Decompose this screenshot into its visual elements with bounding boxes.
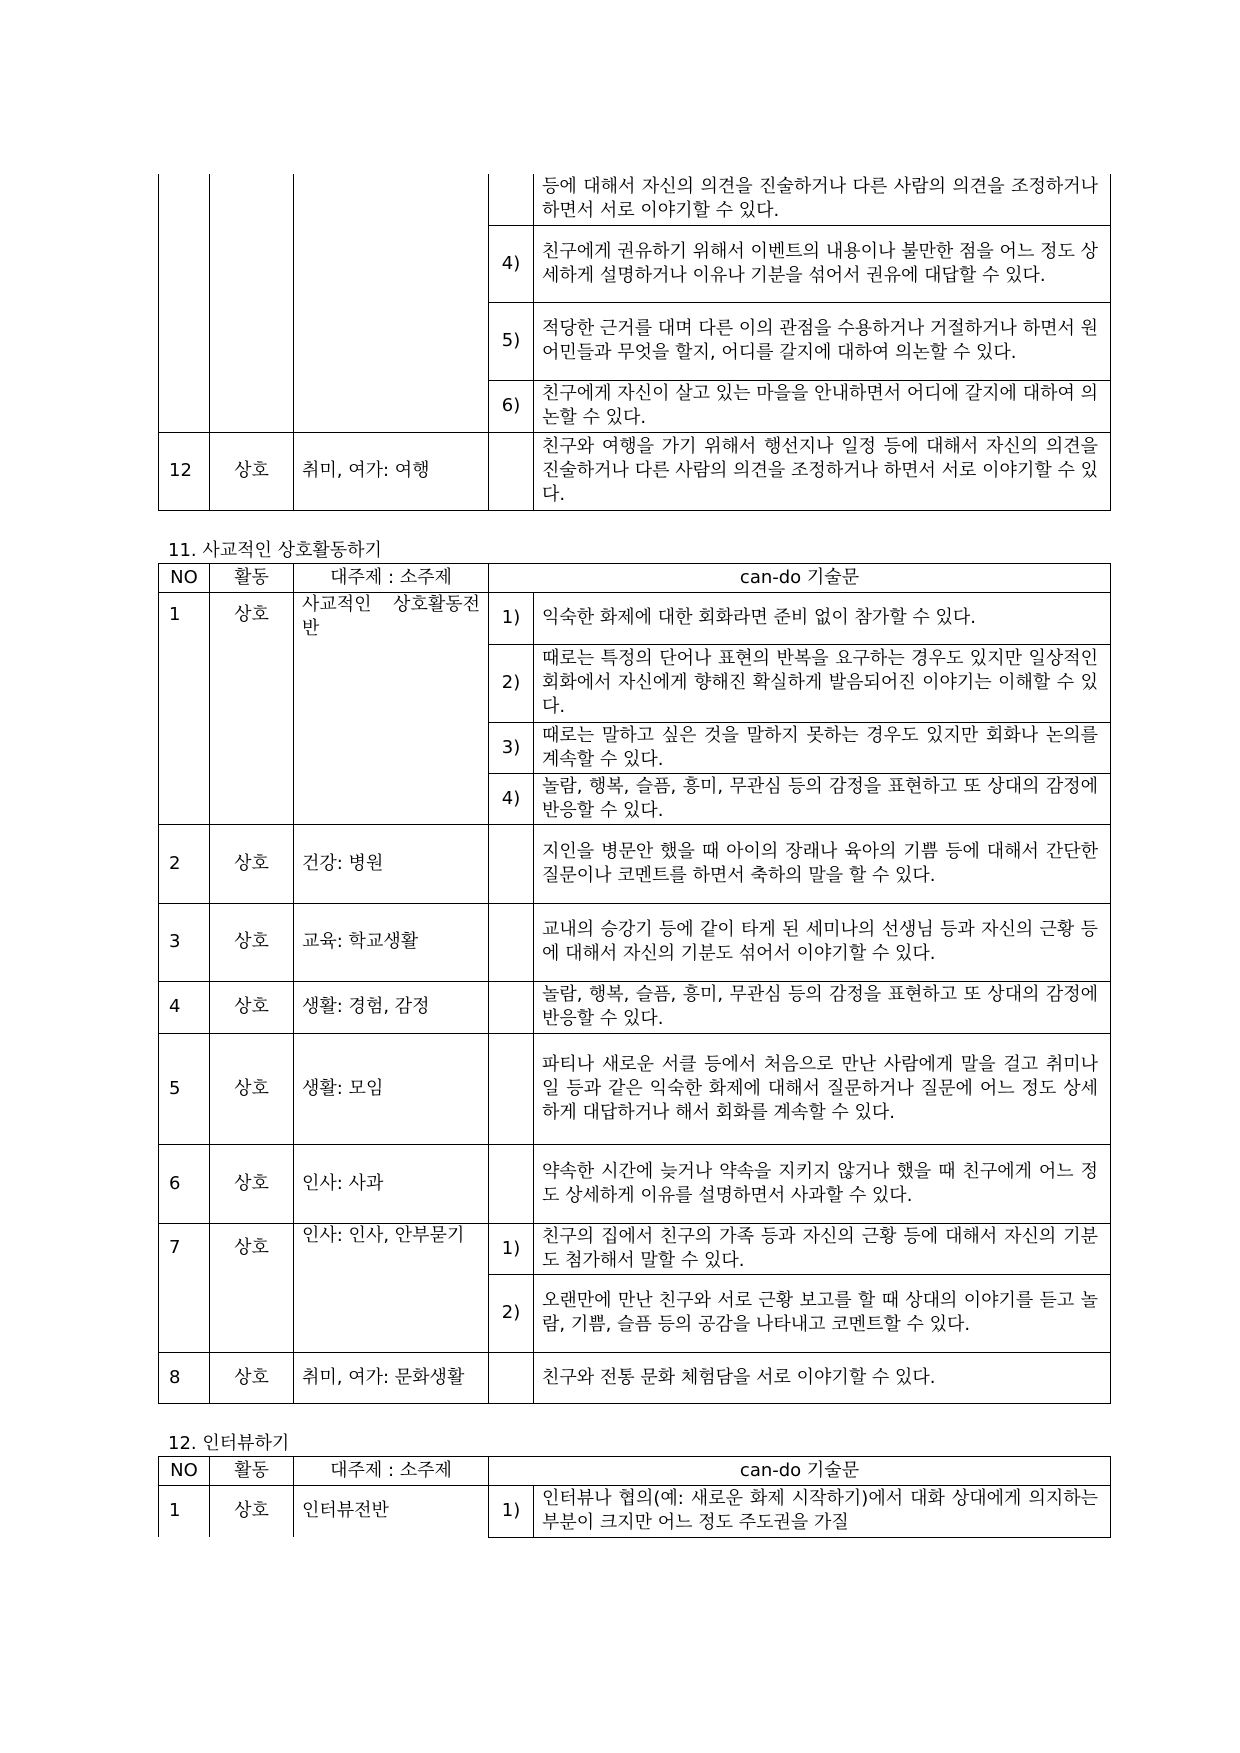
no-cell: 8 [159, 1352, 210, 1403]
item-number: 1) [489, 592, 534, 644]
item-number [489, 1144, 534, 1223]
item-number: 2) [489, 1274, 534, 1352]
item-number [489, 174, 534, 225]
activity-cell: 상호 [210, 1223, 294, 1352]
activity-cell: 상호 [210, 1485, 294, 1537]
table-section10-continued [158, 174, 1111, 511]
no-cell: 12 [159, 432, 210, 510]
cando-text: 오랜만에 만난 친구와 서로 근황 보고를 할 때 상대의 이야기를 듣고 놀람, 기쁨, 슬픔 등의 공감을 나타내고 코멘트할 수 있다. [534, 1274, 1111, 1352]
item-number [489, 432, 534, 510]
table-row [159, 592, 1111, 644]
cando-text: 파티나 새로운 서클 등에서 처음으로 만난 사람에게 말을 걸고 취미나 일 등과 같은 익숙한 화제에 대해서 질문하거나 질문에 어느 정도 상세하게 대답하거나 해서 회화를 계속할 수 있다. [534, 1033, 1111, 1144]
theme-cell: 건강: 병원 [294, 824, 489, 903]
table-row [159, 903, 1111, 981]
document-page [158, 174, 1110, 1538]
item-number: 6) [489, 380, 534, 432]
cando-text: 친구의 집에서 친구의 가족 등과 자신의 근황 등에 대해서 자신의 기분도 첨가해서 말할 수 있다. [534, 1223, 1111, 1274]
cando-text: 친구와 여행을 가기 위해서 행선지나 일정 등에 대해서 자신의 의견을 진술하거나 다른 사람의 의견을 조정하거나 하면서 서로 이야기할 수 있다. [534, 432, 1111, 510]
header-cando: can-do 기술문 [489, 1456, 1111, 1485]
item-number: 4) [489, 225, 534, 302]
activity-cell: 상호 [210, 981, 294, 1033]
activity-cell: 상호 [210, 824, 294, 903]
table-header-row [159, 1456, 1111, 1485]
header-no: NO [159, 1456, 210, 1485]
table-row [159, 1352, 1111, 1403]
table-header-row [159, 563, 1111, 592]
activity-cell [210, 174, 294, 432]
item-number [489, 824, 534, 903]
table-row [159, 174, 1111, 225]
table-section11 [158, 563, 1111, 1404]
cando-text: 친구에게 권유하기 위해서 이벤트의 내용이나 불만한 점을 어느 정도 상세하게 설명하거나 이유나 기분을 섞어서 권유에 대답할 수 있다. [534, 225, 1111, 302]
header-theme: 대주제 : 소주제 [294, 1456, 489, 1485]
table-row [159, 1144, 1111, 1223]
header-no: NO [159, 563, 210, 592]
theme-cell: 인사: 인사, 안부묻기 [294, 1223, 489, 1352]
no-cell: 1 [159, 592, 210, 824]
cando-text: 교내의 승강기 등에 같이 타게 된 세미나의 선생님 등과 자신의 근황 등에 대해서 자신의 기분도 섞어서 이야기할 수 있다. [534, 903, 1111, 981]
no-cell: 4 [159, 981, 210, 1033]
activity-cell: 상호 [210, 1144, 294, 1223]
item-number [489, 1033, 534, 1144]
table-row [159, 432, 1111, 510]
cando-text: 약속한 시간에 늦거나 약속을 지키지 않거나 했을 때 친구에게 어느 정도 상세하게 이유를 설명하면서 사과할 수 있다. [534, 1144, 1111, 1223]
activity-cell: 상호 [210, 1352, 294, 1403]
theme-cell: 교육: 학교생활 [294, 903, 489, 981]
section-title: 11. 사교적인 상호활동하기 [168, 539, 382, 561]
cando-text: 친구에게 자신이 살고 있는 마을을 안내하면서 어디에 갈지에 대하여 의논할 수 있다. [534, 380, 1111, 432]
no-cell: 1 [159, 1485, 210, 1537]
no-cell: 6 [159, 1144, 210, 1223]
cando-text: 놀람, 행복, 슬픔, 흥미, 무관심 등의 감정을 표현하고 또 상대의 감정에 반응할 수 있다. [534, 981, 1111, 1033]
item-number [489, 903, 534, 981]
activity-cell: 상호 [210, 1033, 294, 1144]
theme-cell: 사교적인 상호활동전반 [294, 592, 489, 824]
theme-cell: 취미, 여가: 문화생활 [294, 1352, 489, 1403]
header-activity: 활동 [210, 563, 294, 592]
header-theme: 대주제 : 소주제 [294, 563, 489, 592]
theme-cell: 인사: 사과 [294, 1144, 489, 1223]
no-cell [159, 174, 210, 432]
cando-text: 익숙한 화제에 대한 회화라면 준비 없이 참가할 수 있다. [534, 592, 1111, 644]
item-number [489, 1352, 534, 1403]
theme-cell: 생활: 경험, 감정 [294, 981, 489, 1033]
activity-cell: 상호 [210, 592, 294, 824]
item-number: 1) [489, 1485, 534, 1537]
item-number: 5) [489, 302, 534, 380]
section-title: 12. 인터뷰하기 [168, 1432, 290, 1454]
header-activity: 활동 [210, 1456, 294, 1485]
theme-cell: 인터뷰전반 [294, 1485, 489, 1537]
cando-text: 친구와 전통 문화 체험담을 서로 이야기할 수 있다. [534, 1352, 1111, 1403]
item-number: 2) [489, 644, 534, 722]
theme-cell: 생활: 모임 [294, 1033, 489, 1144]
cando-text: 놀람, 행복, 슬픔, 흥미, 무관심 등의 감정을 표현하고 또 상대의 감정에 반응할 수 있다. [534, 773, 1111, 824]
no-cell: 7 [159, 1223, 210, 1352]
header-cando: can-do 기술문 [489, 563, 1111, 592]
table-row [159, 981, 1111, 1033]
item-number: 3) [489, 722, 534, 773]
table-row [159, 1485, 1111, 1537]
cando-text: 적당한 근거를 대며 다른 이의 관점을 수용하거나 거절하거나 하면서 원어민들과 무엇을 할지, 어디를 갈지에 대하여 의논할 수 있다. [534, 302, 1111, 380]
table-row [159, 1223, 1111, 1274]
table-section12 [158, 1456, 1111, 1538]
theme-cell: 취미, 여가: 여행 [294, 432, 489, 510]
activity-cell: 상호 [210, 903, 294, 981]
cando-text: 때로는 특정의 단어나 표현의 반복을 요구하는 경우도 있지만 일상적인 회화에서 자신에게 향해진 확실하게 발음되어진 이야기는 이해할 수 있다. [534, 644, 1111, 722]
cando-text: 인터뷰나 협의(예: 새로운 화제 시작하기)에서 대화 상대에게 의지하는 부분이 크지만 어느 정도 주도권을 가질 [534, 1485, 1111, 1537]
item-number: 4) [489, 773, 534, 824]
item-number: 1) [489, 1223, 534, 1274]
cando-text: 지인을 병문안 했을 때 아이의 장래나 육아의 기쁨 등에 대해서 간단한 질문이나 코멘트를 하면서 축하의 말을 할 수 있다. [534, 824, 1111, 903]
table-row [159, 1033, 1111, 1144]
no-cell: 3 [159, 903, 210, 981]
activity-cell: 상호 [210, 432, 294, 510]
no-cell: 2 [159, 824, 210, 903]
no-cell: 5 [159, 1033, 210, 1144]
item-number [489, 981, 534, 1033]
theme-cell [294, 174, 489, 432]
cando-text: 때로는 말하고 싶은 것을 말하지 못하는 경우도 있지만 회화나 논의를 계속할 수 있다. [534, 722, 1111, 773]
cando-text: 등에 대해서 자신의 의견을 진술하거나 다른 사람의 의견을 조정하거나 하면서 서로 이야기할 수 있다. [534, 174, 1111, 225]
table-row [159, 824, 1111, 903]
